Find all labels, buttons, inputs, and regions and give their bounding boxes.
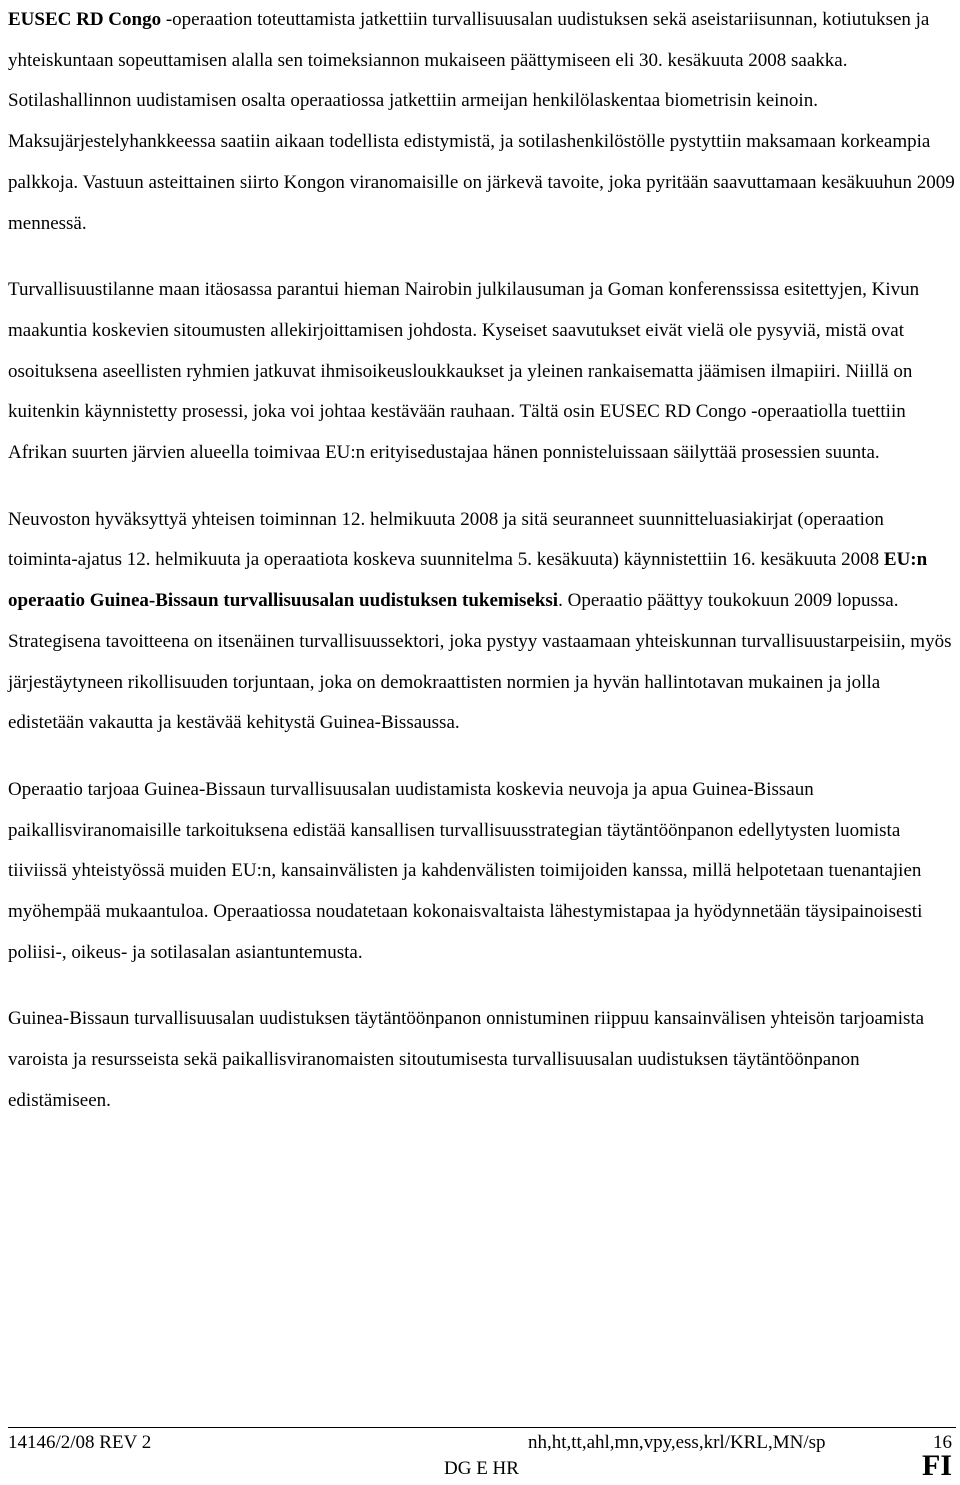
directorate-general: DG E HR [444,1458,519,1479]
paragraph-eusec-rd-congo [8,0,956,244]
document-body [8,0,956,1122]
paragraph-implementation-success: Guinea-Bissaun turvallisuusalan uudistuksen täytäntöönpanon onnistuminen riippuu kansainvälisen yhteisön tarjoamista varoista ja resursseista sekä paikallisviranomaisten sitoutumisesta turvallisuusalan uudistuksen täytäntöönpanon edistämiseen. [8,1008,925,1111]
paragraph-text: . Operaatio päättyy toukokuun 2009 lopussa. Strategisena tavoitteena on itsenäinen turvallisuussektori, joka pystyy vastaamaan yhteiskunnan turvallisuustarpeisiin, myös järjestäytyneen rikollisuuden torjuntaan, joka on demokraattisten normien ja hyvän hallintotavan mukainen ja jolla edistetään vakautta ja kestävää kehitystä Guinea-Bissaussa. [8,590,952,734]
paragraph-operation-advice: Operaatio tarjoaa Guinea-Bissaun turvallisuusalan uudistamista koskevia neuvoja ja apua Guinea-Bissaun paikallisviranomaisille tarkoituksena edistää kansallisen turvallisuusstrategian täytäntöönpanon edellytysten luomista tiiviissä yhteistyössä muiden EU:n, kansainvälisten ja kahdenvälisten toimijoiden kanssa, millä helpotetaan tuenantajien myöhempää mukaantuloa. Operaatiossa noudatetaan kokonaisvaltaista lähestymistapaa ja hyödynnetään täysipainoisesti poliisi-, oikeus- ja sotilasalan asiantuntemusta. [8,778,923,963]
author-initials: nh,ht,tt,ahl,mn,vpy,ess,krl/KRL,MN/sp [528,1432,826,1453]
paragraph-text: -operaation toteuttamista jatkettiin turvallisuusalan uudistuksen sekä aseistariisunnan, kotiutuksen ja yhteiskuntaan sopeuttamisen alalla sen toimeksiannon mukaiseen päättymiseen eli 30. kesäkuuta 2008 saakka. Sotilashallinnon uudistamisen osalta operaatiossa jatkettiin armeijan henkilölaskentaa biometrisin keinoin. Maksujärjestelyhankkeessa saatiin aikaan todellista edistymistä, ja sotilashenkilöstölle pystyttiin maksamaan korkeampia palkkoja. Vastuun asteittainen siirto Kongon viranomaisille on järkevä tavoite, joka pyritään saavuttamaan kesäkuuhun 2009 mennessä. [8,9,955,234]
page-number: 16 [933,1432,952,1453]
operation-name-bold: EU:n operaatio Guinea-Bissaun turvallisuusalan uudistuksen tukemiseksi [8,549,928,612]
paragraph-text: Neuvoston hyväksyttyä yhteisen toiminnan 12. helmikuuta 2008 ja sitä seuranneet suunnitteluasiakirjat (operaation toiminta-ajatus 12. helmikuuta ja operaatiota koskeva suunnitelma 5. kesäkuuta) käynnistettiin 16. kesäkuuta 2008 [8,508,884,571]
document-reference: 14146/2/08 REV 2 [8,1432,152,1453]
paragraph-guinea-bissau-operation [8,500,956,744]
paragraph-security-situation: Turvallisuustilanne maan itäosassa parantui hieman Nairobin julkilausuman ja Goman konferenssissa esitettyjen, Kivun maakuntia koskevien sitoumusten allekirjoittamisen johdosta. Kyseiset saavutukset eivät vielä ole pysyviä, mistä ovat osoituksena aseellisten ryhmien jatkuvat ihmisoikeusloukkaukset ja yleinen rankaisematta jäämisen ilmapiiri. Niillä on kuitenkin käynnistetty prosessi, joka voi johtaa kestävään rauhaan. Tältä osin EUSEC RD Congo -operaatiolla tuettiin Afrikan suurten järvien alueella toimivaa EU:n erityisedustajaa hänen ponnisteluissaan säilyttää prosessien suunta. [8,279,920,464]
footer-divider [8,1427,956,1428]
paragraph-bold-lead: EUSEC RD Congo [8,9,162,30]
page-footer [8,1432,956,1482]
language-code: FI [922,1449,952,1482]
